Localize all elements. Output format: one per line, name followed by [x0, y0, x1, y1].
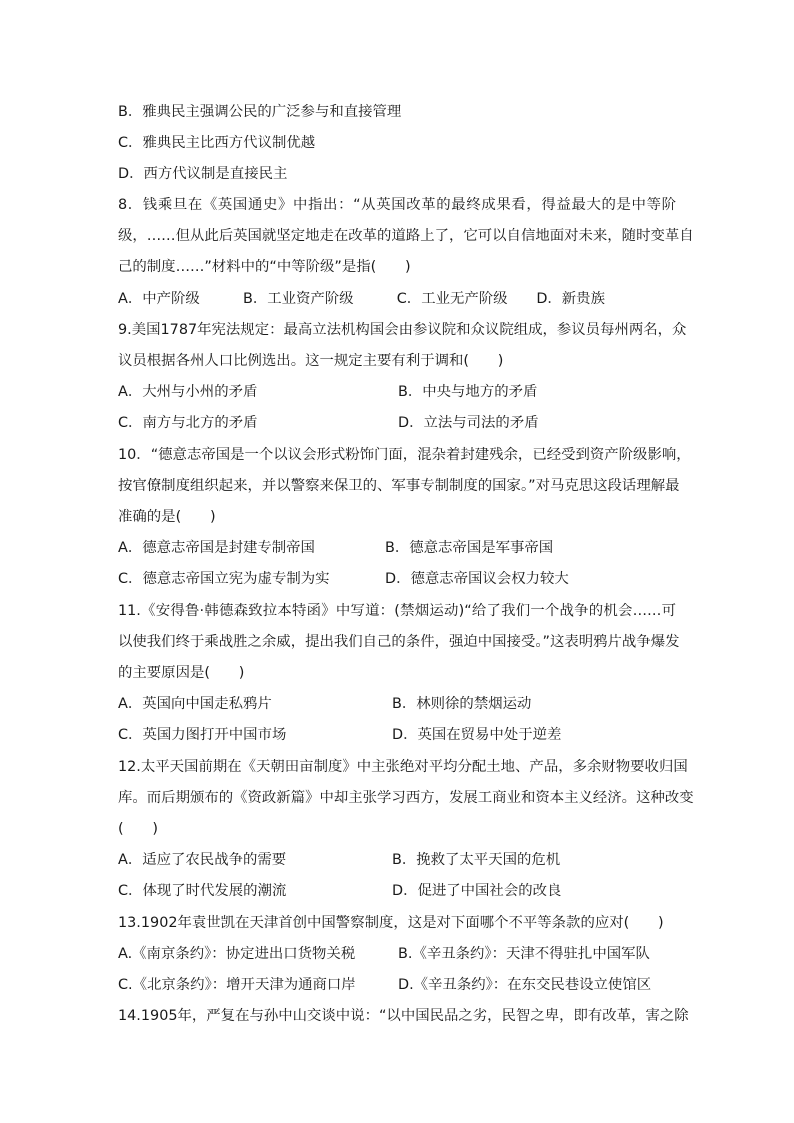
q10-stem-line-1: 10．“德意志帝国是一个以议会形式粉饰门面，混杂着封建残余，已经受到资产阶级影响，: [118, 447, 691, 463]
q10-option-d: D．德意志帝国议会权力较大: [385, 571, 569, 587]
q11-stem-line-1: 11.《安得鲁·韩德森致拉本特函》中写道：(禁烟运动)“给了我们一个战争的机会……可: [118, 603, 676, 619]
q14-stem-line-1: 14.1905年，严复在与孙中山交谈中说：“以中国民品之劣，民智之卑，即有改革，害之除: [118, 1008, 689, 1024]
q9-option-a: A．大州与小州的矛盾: [118, 384, 258, 400]
q10-option-b: B．德意志帝国是军事帝国: [385, 540, 554, 556]
q13-option-a: A.《南京条约》：协定进出口货物关税: [118, 946, 356, 962]
q12-option-c: C．体现了时代发展的潮流: [118, 883, 287, 899]
q12-option-d: D．促进了中国社会的改良: [392, 883, 562, 899]
q11-stem-line-2: 以使我们终于乘战胜之余威，提出我们自己的条件，强迫中国接受。”这表明鸦片战争爆发: [118, 634, 680, 650]
q9-stem-line-1: 9.美国1787年宪法规定：最高立法机构国会由参议院和众议院组成，参议员每州两名，众: [118, 322, 687, 338]
q8-stem-line-1: 8．钱乘旦在《英国通史》中指出：“从英国改革的最终成果看，得益最大的是中等阶: [118, 197, 676, 213]
q11-option-b: B．林则徐的禁烟运动: [392, 696, 532, 712]
q10-option-a: A．德意志帝国是封建专制帝国: [118, 540, 315, 556]
q11-option-a: A．英国向中国走私鸦片: [118, 696, 272, 712]
q9-option-b: B．中央与地方的矛盾: [398, 384, 538, 400]
q8-options: A．中产阶级 B．工业资产阶级 C．工业无产阶级 D．新贵族: [118, 291, 605, 307]
q10-stem-line-3: 准确的是( ): [118, 509, 216, 525]
q13-stem: 13.1902年袁世凯在天津首创中国警察制度，这是对下面哪个不平等条款的应对( ): [118, 915, 664, 931]
q9-option-d: D．立法与司法的矛盾: [398, 415, 539, 431]
q8-stem-line-3: 己的制度……”材料中的“中等阶级”是指( ): [118, 259, 411, 275]
q11-option-d: D．英国在贸易中处于逆差: [392, 727, 562, 743]
q12-stem-line-3: ( ): [118, 821, 159, 837]
q12-stem-line-2: 库。而后期颁布的《资政新篇》中却主张学习西方，发展工商业和资本主义经济。这种改变: [118, 790, 694, 806]
q13-option-d: D.《辛丑条约》：在东交民巷设立使馆区: [398, 977, 652, 993]
q11-stem-line-3: 的主要原因是( ): [118, 665, 245, 681]
q12-stem-line-1: 12.太平天国前期在《天朝田亩制度》中主张绝对平均分配土地、产品，多余财物要收归国: [118, 759, 688, 775]
q9-option-c: C．南方与北方的矛盾: [118, 415, 258, 431]
q10-stem-line-2: 按官僚制度组织起来，并以警察来保卫的、军事专制制度的国家。”对马克思这段话理解最: [118, 478, 680, 494]
q12-option-b: B．挽救了太平天国的危机: [392, 852, 561, 868]
q7-option-d: D．西方代议制是直接民主: [118, 166, 288, 182]
q7-option-c: C．雅典民主比西方代议制优越: [118, 135, 316, 151]
q8-stem-line-2: 级，……但从此后英国就坚定地走在改革的道路上了，它可以自信地面对未来，随时变革自: [118, 228, 694, 244]
q12-option-a: A．适应了农民战争的需要: [118, 852, 287, 868]
q7-option-b: B．雅典民主强调公民的广泛参与和直接管理: [118, 104, 402, 120]
q10-option-c: C．德意志帝国立宪为虚专制为实: [118, 571, 330, 587]
q13-option-b: B.《辛丑条约》：天津不得驻扎中国军队: [398, 946, 650, 962]
q11-option-c: C．英国力图打开中国市场: [118, 727, 287, 743]
q9-stem-line-2: 议员根据各州人口比例选出。这一规定主要有利于调和( ): [118, 353, 504, 369]
q13-option-c: C.《北京条约》：增开天津为通商口岸: [118, 977, 356, 993]
